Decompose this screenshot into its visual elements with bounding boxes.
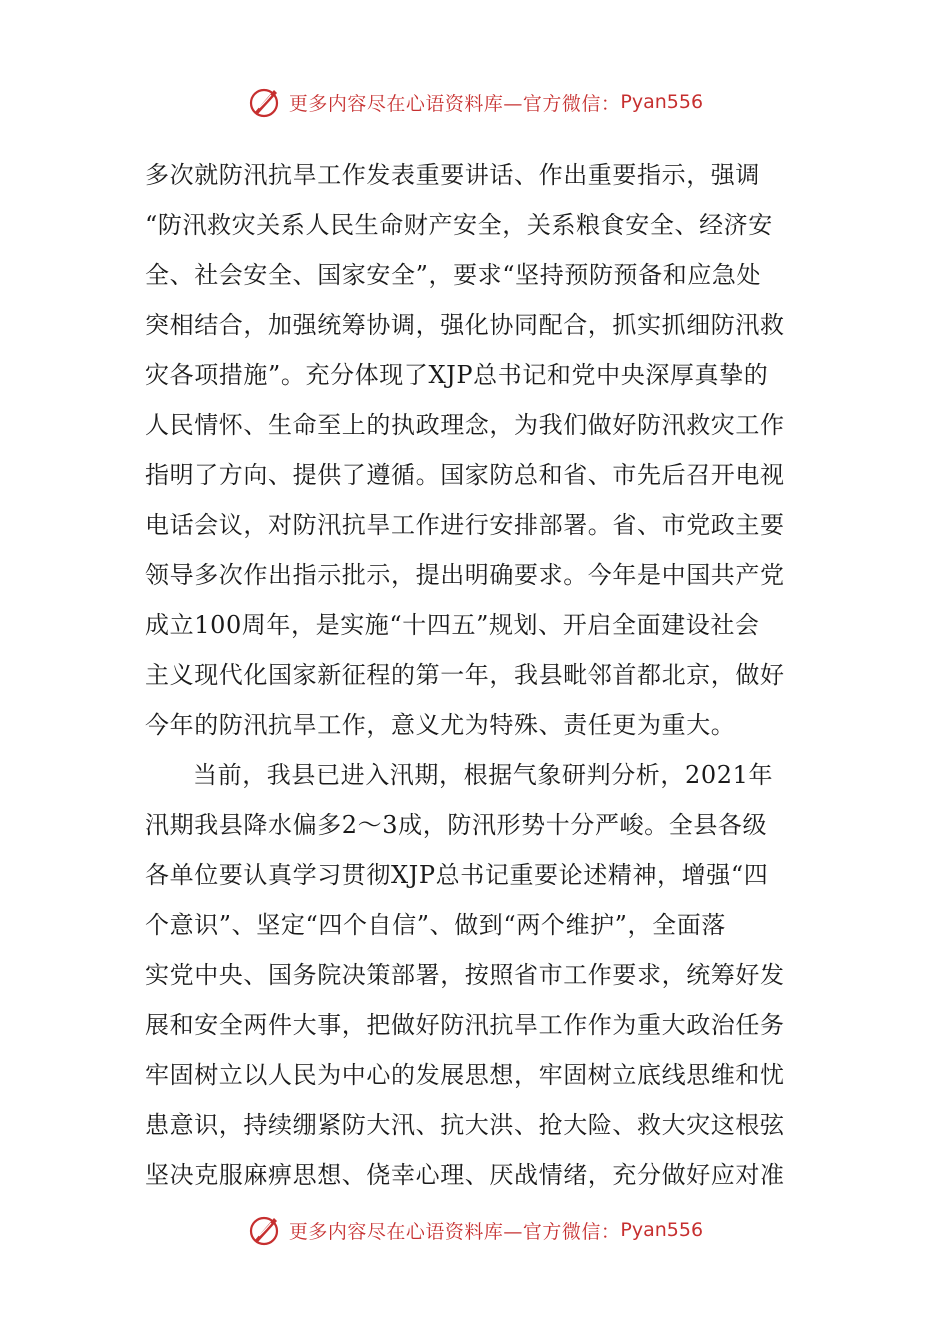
document-body [145,150,809,1200]
footer-watermark-text: 更多内容尽在心语资料库—官方微信： [288,1220,621,1243]
body-line: 展和安全两件大事，把做好防汛抗旱工作作为重大政治任务 [145,1011,785,1039]
body-line: 牢固树立以人民为中心的发展思想，牢固树立底线思维和忧 [145,1061,785,1089]
header-wechat-id: Pyan556 [620,91,704,113]
body-line: 坚决克服麻痹思想、侥幸心理、厌战情绪，充分做好应对准 [145,1161,785,1189]
body-line: 人民情怀、生命至上的执政理念，为我们做好防汛救灾工作 [145,411,785,439]
body-line: 各单位要认真学习贯彻XJP总书记重要论述精神，增强“四 [145,861,769,889]
body-line: 实党中央、国务院决策部署，按照省市工作要求，统筹好发 [145,961,785,989]
body-line: 患意识，持续绷紧防大汛、抗大洪、抢大险、救大灾这根弦 [145,1111,785,1139]
body-line: “防汛救灾关系人民生命财产安全，关系粮食安全、经济安 [145,211,773,239]
body-line: 汛期我县降水偏多2～3成，防汛形势十分严峻。全县各级 [145,811,768,839]
body-line: 全、社会安全、国家安全”，要求“坚持预防预备和应急处 [145,261,762,289]
header-watermark-text: 更多内容尽在心语资料库—官方微信： [288,92,621,115]
footer-wechat-id: Pyan556 [620,1219,704,1241]
header-watermark-banner [0,80,950,124]
body-line: 指明了方向、提供了遵循。国家防总和省、市先后召开电视 [145,461,785,489]
body-line: 多次就防汛抗旱工作发表重要讲话、作出重要指示，强调 [145,161,760,189]
body-line: 领导多次作出指示批示，提出明确要求。今年是中国共产党 [145,561,785,589]
body-line: 电话会议，对防汛抗旱工作进行安排部署。省、市党政主要 [145,511,785,539]
body-line: 主义现代化国家新征程的第一年，我县毗邻首都北京，做好 [145,661,785,689]
body-line: 灾各项措施”。充分体现了XJP总书记和党中央深厚真挚的 [145,361,769,389]
quill-pen-logo-icon [247,1212,283,1248]
body-line: 突相结合，加强统筹协调，强化协同配合，抓实抓细防汛救 [145,311,785,339]
body-line: 个意识”、坚定“四个自信”、做到“两个维护”，全面落 [145,911,726,939]
quill-pen-logo-icon [247,84,283,120]
footer-watermark-banner [0,1208,950,1252]
paragraph-start-line: 当前，我县已进入汛期，根据气象研判分析，2021年 [193,761,774,789]
body-line: 今年的防汛抗旱工作，意义尤为特殊、责任更为重大。 [145,711,736,739]
body-line: 成立100周年，是实施“十四五”规划、开启全面建设社会 [145,611,760,639]
